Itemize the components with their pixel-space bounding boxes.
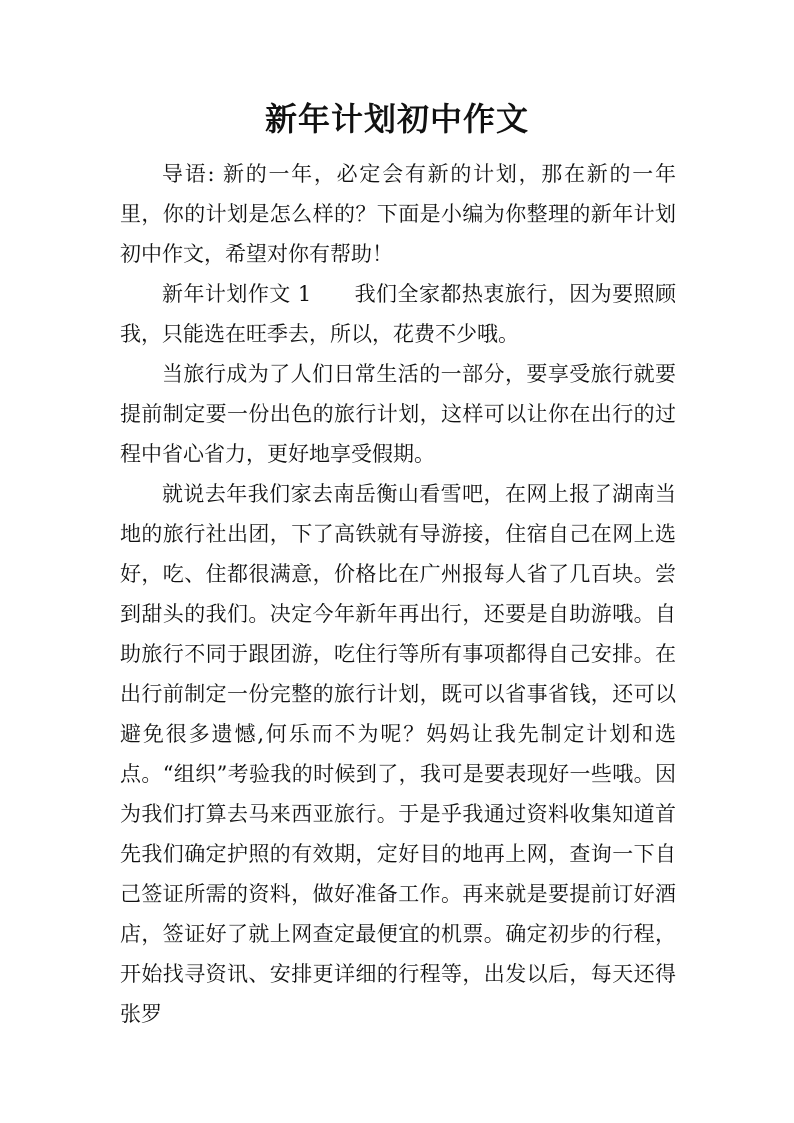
- document-title: 新年计划初中作文: [264, 100, 529, 138]
- document-body: [120, 154, 676, 1034]
- travel-plan-paragraph: 当旅行成为了人们日常生活的一部分，要享受旅行就要提前制定要一份出色的旅行计划，这样可以让你在出行的过程中省心省力，更好地享受假期。: [120, 362, 676, 466]
- essay-1-opening-paragraph: 新年计划作文 1 我们全家都热衷旅行，因为要照顾我，只能选在旺季去，所以，花费不少哦。: [120, 282, 676, 346]
- intro-paragraph: 导语: 新的一年，必定会有新的计划，那在新的一年里，你的计划是怎么样的？下面是小编为你整理的新年计划初中作文，希望对你有帮助！: [120, 162, 676, 266]
- last-year-trip-paragraph: 就说去年我们家去南岳衡山看雪吧，在网上报了湖南当地的旅行社出团，下了高铁就有导游接，住宿自己在网上选好，吃、住都很满意，价格比在广州报每人省了几百块。尝到甜头的我们。决定今年新年再出行，还要是自助游哦。自助旅行不同于跟团游，吃住行等所有事项都得自己安排。在出行前制定一份完整的旅行计划，既可以省事省钱，还可以避免很多遗憾,何乐而不为呢？妈妈让我先制定计划和选点。“组织”考验我的时候到了，我可是要表现好一些哦。因为我们打算去马来西亚旅行。于是乎我通过资料收集知道首先我们确定护照的有效期，定好目的地再上网，查询一下自己签证所需的资料，做好准备工作。再来就是要提前订好酒店，签证好了就上网查定最便宜的机票。确定初步的行程，开始找寻资讯、安排更详细的行程等，出发以后，每天还得张罗: [120, 482, 676, 1026]
